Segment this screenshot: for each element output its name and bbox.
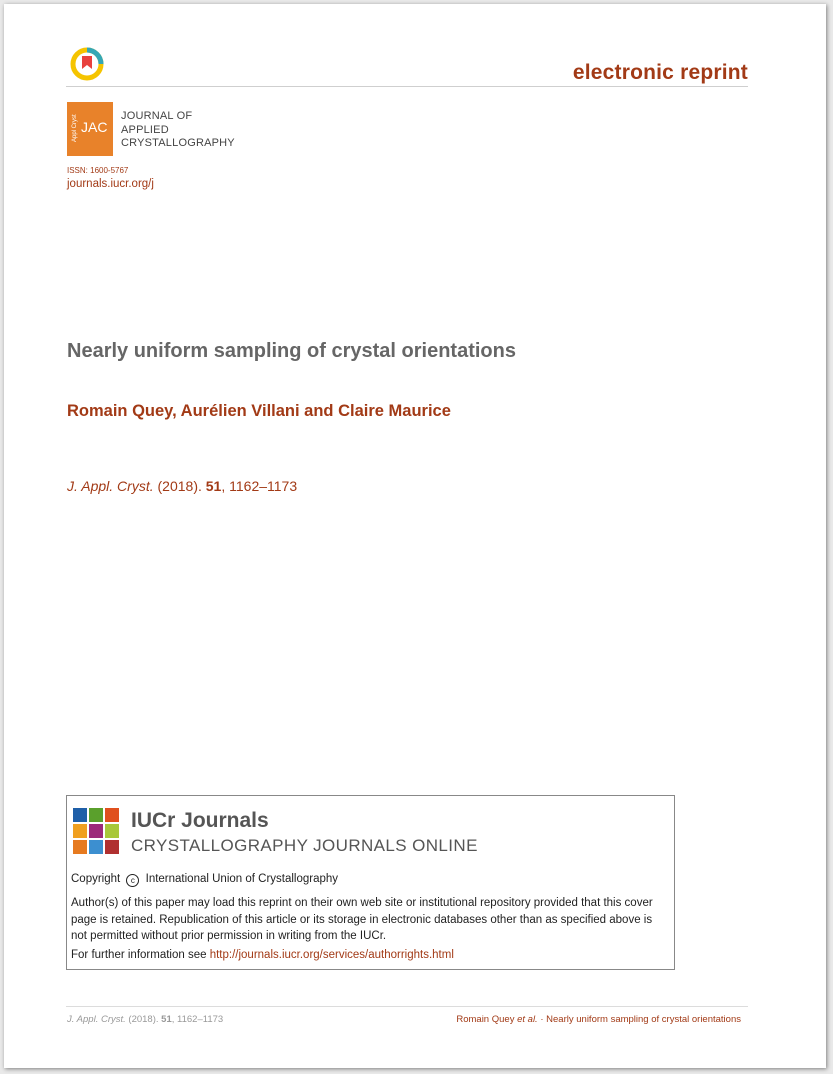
iucr-logo-square [73, 824, 87, 838]
footer-journal: J. Appl. Cryst. [67, 1014, 126, 1025]
reprint-cover-page [4, 4, 826, 1068]
citation-pages: , 1162–1173 [221, 478, 298, 494]
citation-year: (2018). [157, 478, 202, 494]
header-divider [66, 86, 748, 87]
iucr-logo-square [105, 808, 119, 822]
journal-logo-side-text: Appl Cryst [72, 114, 78, 142]
footer-separator: · [540, 1014, 544, 1025]
further-prefix: For further information see [71, 949, 207, 961]
citation-journal: J. Appl. Cryst. [67, 478, 154, 494]
journal-name-line: APPLIED [121, 123, 169, 136]
journal-logo [67, 102, 113, 156]
journal-issn: ISSN: 1600-5767 [67, 166, 129, 175]
iucr-logo-square [105, 840, 119, 854]
journal-name [121, 110, 235, 151]
footer-volume: 51 [161, 1014, 172, 1025]
footer-author: Romain Quey [456, 1014, 515, 1025]
reprint-notice: Author(s) of this paper may load this reprint on their own web site or institutional repository provided that this cover page is retained. Republication of this article or its storage in electronic databases other than as specified above is not permitted without prior permission in writing from the IUCr. [71, 897, 653, 942]
footer-short-title: Nearly uniform sampling of crystal orientations [546, 1014, 741, 1025]
iucr-logo-square [105, 824, 119, 838]
iucr-copyright-box [66, 795, 675, 970]
further-information [71, 949, 454, 961]
footer-etal: et al. [517, 1014, 538, 1025]
journal-name-line: JOURNAL OF [121, 110, 193, 122]
journal-logo-text: JAC [81, 119, 108, 135]
article-authors: Romain Quey, Aurélien Villani and Claire Maurice [67, 402, 451, 420]
author-rights-link[interactable]: http://journals.iucr.org/services/authorrights.html [209, 949, 454, 961]
iucr-journals-name: IUCr Journals [131, 809, 269, 832]
crossmark-icon[interactable] [70, 47, 104, 81]
footer-year: (2018). [128, 1014, 159, 1025]
iucr-logo-square [89, 808, 103, 822]
citation-volume: 51 [205, 478, 222, 494]
iucr-logo-square [89, 824, 103, 838]
journal-url-link[interactable]: journals.iucr.org/j [67, 178, 154, 190]
article-citation [67, 478, 297, 494]
iucr-logo-square [73, 840, 87, 854]
footer-citation [67, 1014, 223, 1025]
iucr-logo-square [89, 840, 103, 854]
footer-running-title [456, 1014, 741, 1025]
iucr-journals-subtitle: CRYSTALLOGRAPHY JOURNALS ONLINE [131, 836, 478, 855]
copyright-icon: c [126, 874, 139, 887]
electronic-reprint-label: electronic reprint [572, 61, 748, 84]
footer-divider [66, 1006, 748, 1007]
iucr-logo-square [73, 808, 87, 822]
copyright-holder: International Union of Crystallography [145, 873, 339, 885]
footer-pages: , 1162–1173 [171, 1014, 224, 1025]
copyright-prefix: Copyright [71, 873, 121, 885]
copyright-line [71, 873, 338, 887]
article-title: Nearly uniform sampling of crystal orientations [67, 340, 516, 362]
journal-name-line: CRYSTALLOGRAPHY [121, 137, 235, 149]
